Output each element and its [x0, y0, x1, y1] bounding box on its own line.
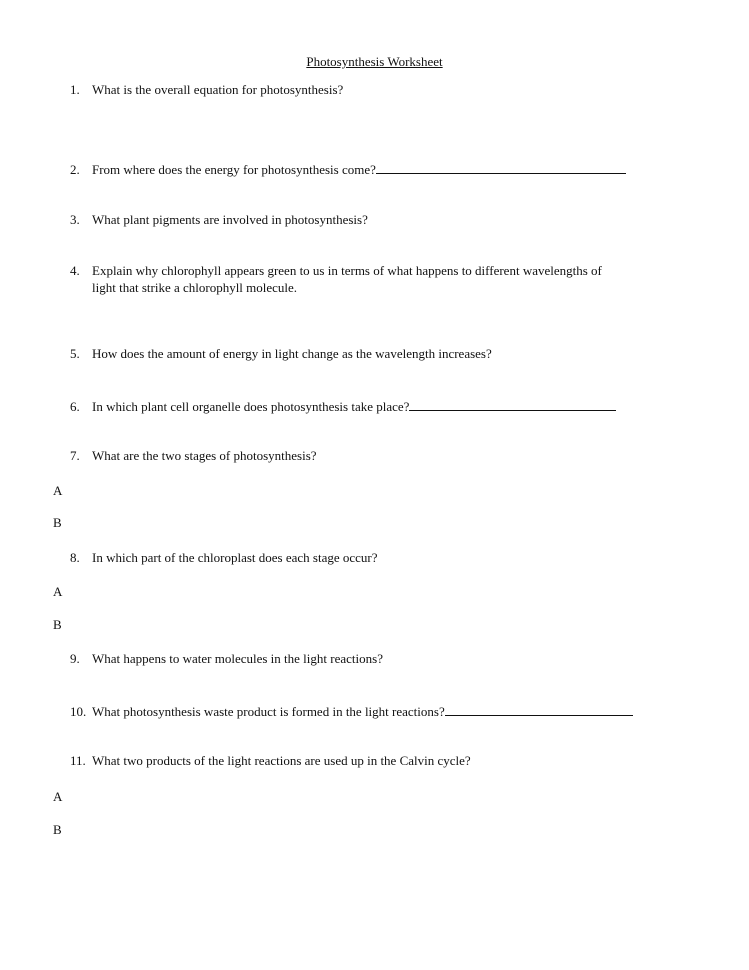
answer-label-b: B	[53, 515, 62, 530]
answer-label-a: A	[53, 584, 63, 599]
question-text: What is the overall equation for photosynthesis?	[92, 82, 344, 97]
worksheet-title: Photosynthesis Worksheet	[306, 54, 443, 69]
question-number: 5.	[70, 346, 80, 361]
question-text: Explain why chlorophyll appears green to us in terms of what happens to different wavelengths of	[92, 263, 602, 278]
answer-label-a: A	[53, 483, 63, 498]
question-text: What plant pigments are involved in photosynthesis?	[92, 212, 368, 227]
question-text: What photosynthesis waste product is formed in the light reactions?	[92, 704, 445, 719]
question-text: In which part of the chloroplast does each stage occur?	[92, 550, 378, 565]
question-number: 7.	[70, 448, 80, 463]
question-number: 3.	[70, 212, 80, 227]
answer-blank[interactable]	[445, 703, 633, 716]
answer-label-a: A	[53, 789, 63, 804]
question-text: What two products of the light reactions are used up in the Calvin cycle?	[92, 753, 471, 768]
question-number: 6.	[70, 399, 80, 414]
question-number: 2.	[70, 162, 80, 177]
question-text: What are the two stages of photosynthesis?	[92, 448, 317, 463]
answer-label-b: B	[53, 822, 62, 837]
answer-blank[interactable]	[376, 161, 626, 174]
question-text-wrap	[92, 703, 633, 720]
answer-label-b: B	[53, 617, 62, 632]
question-number: 1.	[70, 82, 80, 97]
question-text-continued: light that strike a chlorophyll molecule.	[92, 280, 298, 295]
question-text: From where does the energy for photosynthesis come?	[92, 162, 376, 177]
question-number: 8.	[70, 550, 80, 565]
answer-blank[interactable]	[409, 398, 616, 411]
question-text-wrap	[92, 398, 616, 415]
question-text: How does the amount of energy in light change as the wavelength increases?	[92, 346, 492, 361]
question-text: In which plant cell organelle does photosynthesis take place?	[92, 399, 410, 414]
question-text: What happens to water molecules in the light reactions?	[92, 651, 383, 666]
question-number: 4.	[70, 263, 80, 278]
question-number: 11.	[70, 753, 86, 768]
question-number: 10.	[70, 704, 87, 719]
question-text-wrap	[92, 161, 626, 178]
question-number: 9.	[70, 651, 80, 666]
